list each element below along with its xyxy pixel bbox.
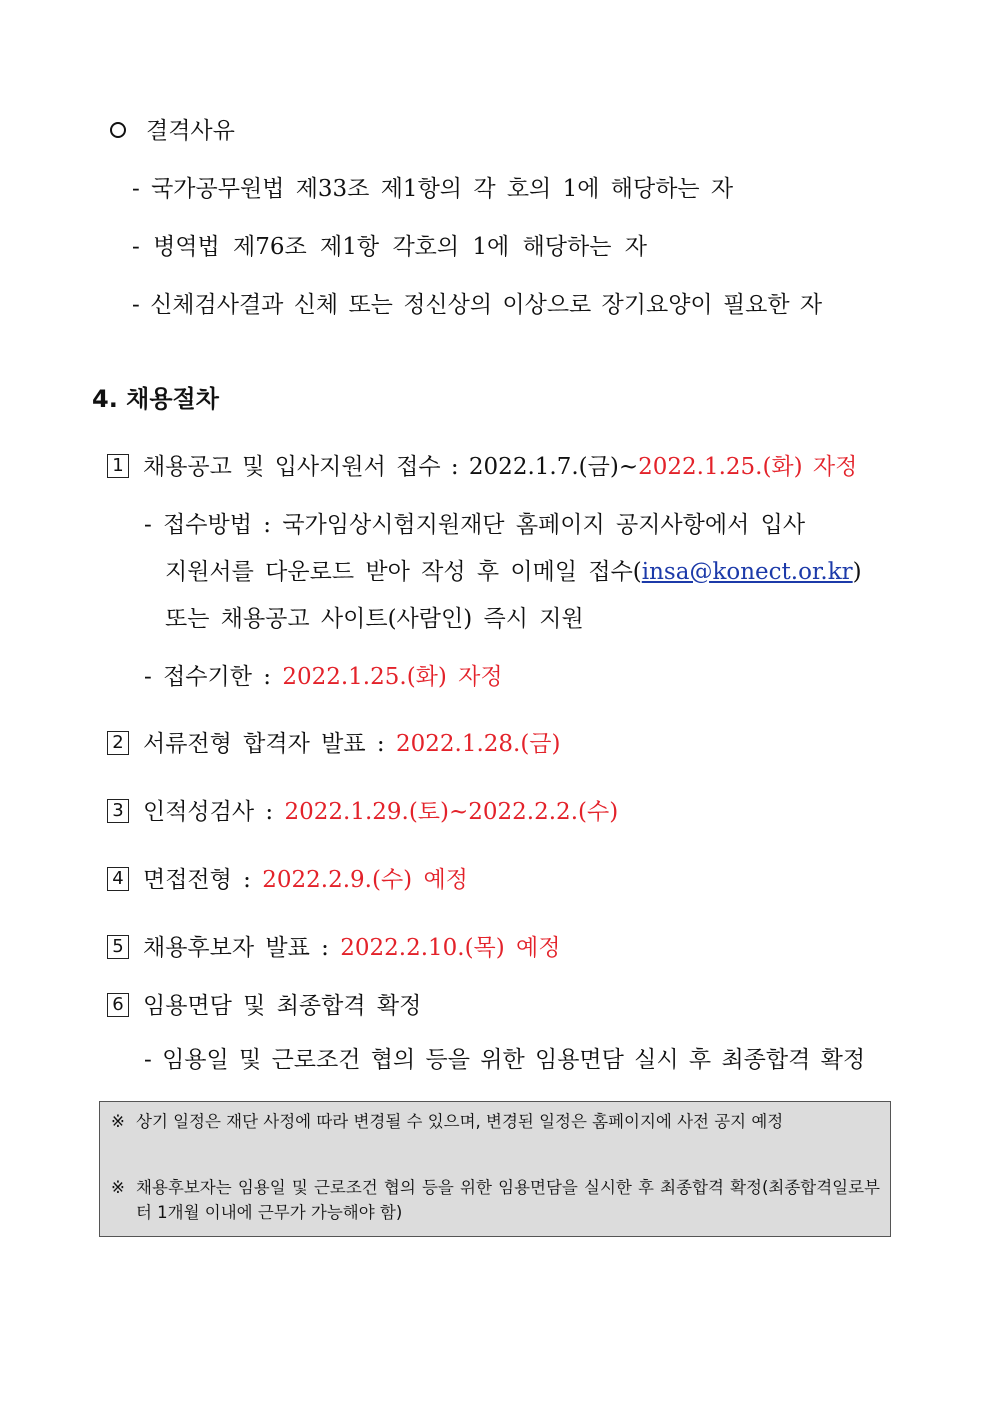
step-label: 채용후보자 발표 : xyxy=(143,935,341,961)
email-link[interactable]: insa@konect.or.kr xyxy=(641,559,853,585)
step-date: 2022.1.28.(금) xyxy=(395,731,561,757)
step-6-detail: - 임용일 및 근로조건 협의 등을 위한 임용면담 실시 후 최종합격 확정 xyxy=(144,1047,866,1073)
disqualification-item: - 국가공무원법 제33조 제1항의 각 호의 1에 해당하는 자 xyxy=(132,176,734,202)
disqualification-title: 결격사유 xyxy=(110,116,235,146)
step-number-box: 6 xyxy=(107,993,129,1017)
notice-item: ※ 채용후보자는 임용일 및 근로조건 협의 등을 위한 임용면담을 실시한 후 최종합격 확정(최종합격일로부터 1개월 이내에 근무가 가능해야 함) xyxy=(111,1175,880,1225)
step-number-box: 4 xyxy=(107,867,129,891)
step-label: 채용공고 및 입사지원서 접수 : 2022.1.7.(금)~ xyxy=(143,454,639,480)
section-heading: 4. 채용절차 xyxy=(92,385,219,413)
application-method-line: 또는 채용공고 사이트(사람인) 즉시 지원 xyxy=(165,606,584,632)
step-date: 2022.1.29.(토)~2022.2.2.(수) xyxy=(284,799,619,825)
step-3 xyxy=(107,797,618,827)
disqualification-item: - 병역법 제76조 제1항 각호의 1에 해당하는 자 xyxy=(132,234,647,260)
step-date: 2022.2.9.(수) 예정 xyxy=(262,867,468,893)
step-number-box: 1 xyxy=(107,454,129,478)
disqualification-item: - 신체검사결과 신체 또는 정신상의 이상으로 장기요양이 필요한 자 xyxy=(132,292,823,318)
step-label: 임용면담 및 최종합격 확정 xyxy=(143,993,422,1019)
step-6 xyxy=(107,991,421,1021)
step-label: 면접전형 : xyxy=(143,867,263,893)
step-4 xyxy=(107,865,468,895)
application-method-line: - 접수방법 : 국가임상시험지원재단 홈페이지 공지사항에서 입사 xyxy=(144,512,806,538)
step-number-box: 3 xyxy=(107,799,129,823)
circle-bullet-icon xyxy=(110,122,126,138)
step-date: 2022.2.10.(목) 예정 xyxy=(340,935,561,961)
step-date: 2022.1.25.(화) 자정 xyxy=(638,454,858,480)
notice-box xyxy=(99,1101,891,1237)
step-2 xyxy=(107,729,561,759)
reference-mark-icon: ※ xyxy=(111,1112,125,1131)
notice-item: ※ 상기 일정은 재단 사정에 따라 변경될 수 있으며, 변경된 일정은 홈페이지에 사전 공지 예정 xyxy=(111,1109,880,1134)
step-label: 서류전형 합격자 발표 : xyxy=(143,731,396,757)
step-number-box: 5 xyxy=(107,935,129,959)
step-label: 인적성검사 : xyxy=(143,799,285,825)
reference-mark-icon: ※ xyxy=(111,1178,125,1197)
application-method-line: 지원서를 다운로드 받아 작성 후 이메일 접수(insa@konect.or.kr) xyxy=(165,559,862,585)
application-deadline: - 접수기한 : 2022.1.25.(화) 자정 xyxy=(144,664,503,690)
step-1 xyxy=(107,452,857,482)
step-number-box: 2 xyxy=(107,731,129,755)
step-5 xyxy=(107,933,561,963)
